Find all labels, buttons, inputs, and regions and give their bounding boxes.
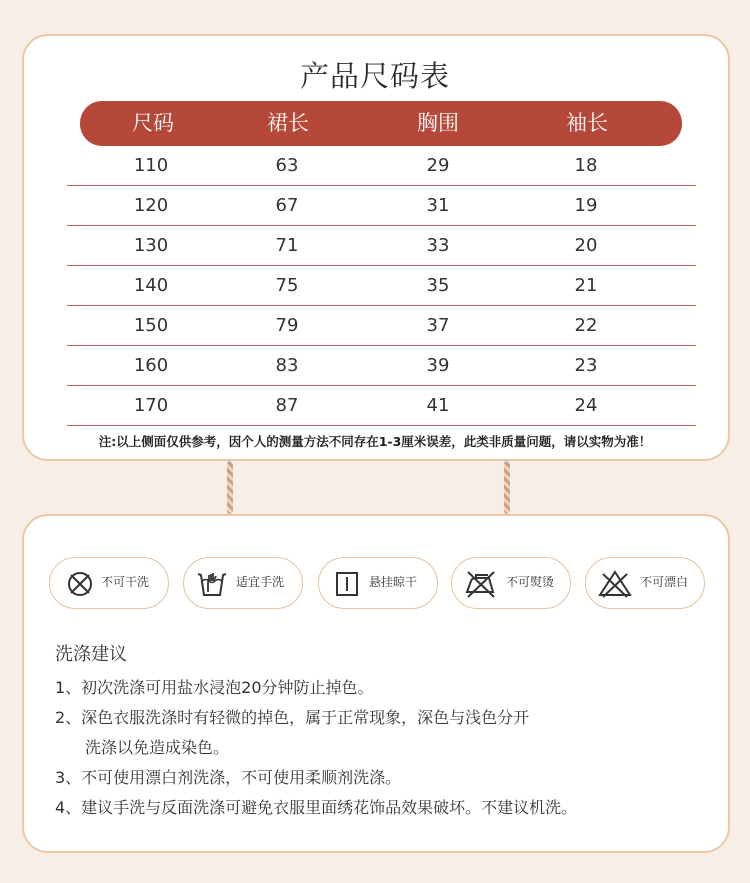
table-row: [67, 186, 696, 226]
table-cell: 67: [275, 195, 299, 216]
table-cell: 140: [133, 275, 169, 296]
care-pill-hang-dry: [318, 557, 438, 609]
table-cell: 35: [426, 275, 450, 296]
care-pill-no-dry-clean: [49, 557, 169, 609]
table-cell: 37: [426, 315, 450, 336]
table-cell: 170: [133, 395, 169, 416]
care-pill-hand-wash: [183, 557, 303, 609]
table-cell: 39: [426, 355, 450, 376]
table-row: [67, 266, 696, 306]
table-row: [67, 146, 696, 186]
table-cell: 29: [426, 155, 450, 176]
header-size: 尺码: [132, 111, 174, 135]
table-cell: 20: [574, 235, 598, 256]
header-skirt-length: 裙长: [267, 111, 309, 135]
size-chart-title: 产品尺码表: [299, 59, 450, 93]
care-label: 不可漂白: [640, 575, 689, 589]
table-cell: 150: [133, 315, 169, 336]
table-cell: 23: [574, 355, 598, 376]
care-label: 悬挂晾干: [369, 575, 418, 589]
care-pill-no-iron: [451, 557, 571, 609]
table-row: [67, 346, 696, 386]
care-pill-no-bleach: [585, 557, 705, 609]
table-cell: 31: [426, 195, 450, 216]
size-chart-header: [80, 101, 682, 146]
table-cell: 130: [133, 235, 169, 256]
table-cell: 83: [275, 355, 299, 376]
table-cell: 71: [275, 235, 299, 256]
hang-dry-icon: [334, 570, 360, 598]
care-label: 适宜手洗: [236, 575, 285, 589]
table-row: [67, 306, 696, 346]
table-cell: 24: [574, 395, 598, 416]
wash-advice-item: 4、建议手洗与反面洗涤可避免衣服里面绣花饰品效果破坏。不建议机洗。: [55, 798, 578, 817]
table-cell: 41: [426, 395, 450, 416]
table-cell: 79: [275, 315, 299, 336]
table-cell: 33: [426, 235, 450, 256]
table-cell: 21: [574, 275, 598, 296]
table-row: [67, 386, 696, 426]
table-cell: 160: [133, 355, 169, 376]
wash-advice-item: 2、深色衣服洗涤时有轻微的掉色，属于正常现象，深色与浅色分开: [55, 708, 530, 727]
hand-wash-icon: [196, 570, 228, 598]
wash-advice-title: 洗涤建议: [55, 644, 127, 665]
no-dry-clean-icon: [66, 570, 94, 598]
table-cell: 110: [133, 155, 169, 176]
table-cell: 120: [133, 195, 169, 216]
table-cell: 22: [574, 315, 598, 336]
care-label: 不可熨烫: [506, 575, 555, 589]
no-bleach-icon: [598, 570, 632, 598]
hanging-rope-right: [504, 461, 510, 514]
header-chest: 胸围: [417, 111, 459, 135]
size-chart-note: 注:以上侧面仅供参考，因个人的测量方法不同存在1-3厘米误差，此类非质量问题，请以实物为准！: [98, 434, 652, 449]
table-cell: 19: [574, 195, 598, 216]
hanging-rope-left: [227, 461, 233, 514]
care-label: 不可干洗: [101, 575, 150, 589]
wash-advice-item: 1、初次洗涤可用盐水浸泡20分钟防止掉色。: [55, 678, 374, 697]
no-iron-icon: [464, 570, 498, 598]
table-cell: 18: [574, 155, 598, 176]
wash-advice-item: 3、不可使用漂白剂洗涤，不可使用柔顺剂洗涤。: [55, 768, 402, 787]
table-cell: 63: [275, 155, 299, 176]
header-sleeve-length: 袖长: [566, 111, 608, 135]
table-row: [67, 226, 696, 266]
table-cell: 75: [275, 275, 299, 296]
wash-advice-item: 洗涤以免造成染色。: [85, 738, 230, 757]
table-cell: 87: [275, 395, 299, 416]
